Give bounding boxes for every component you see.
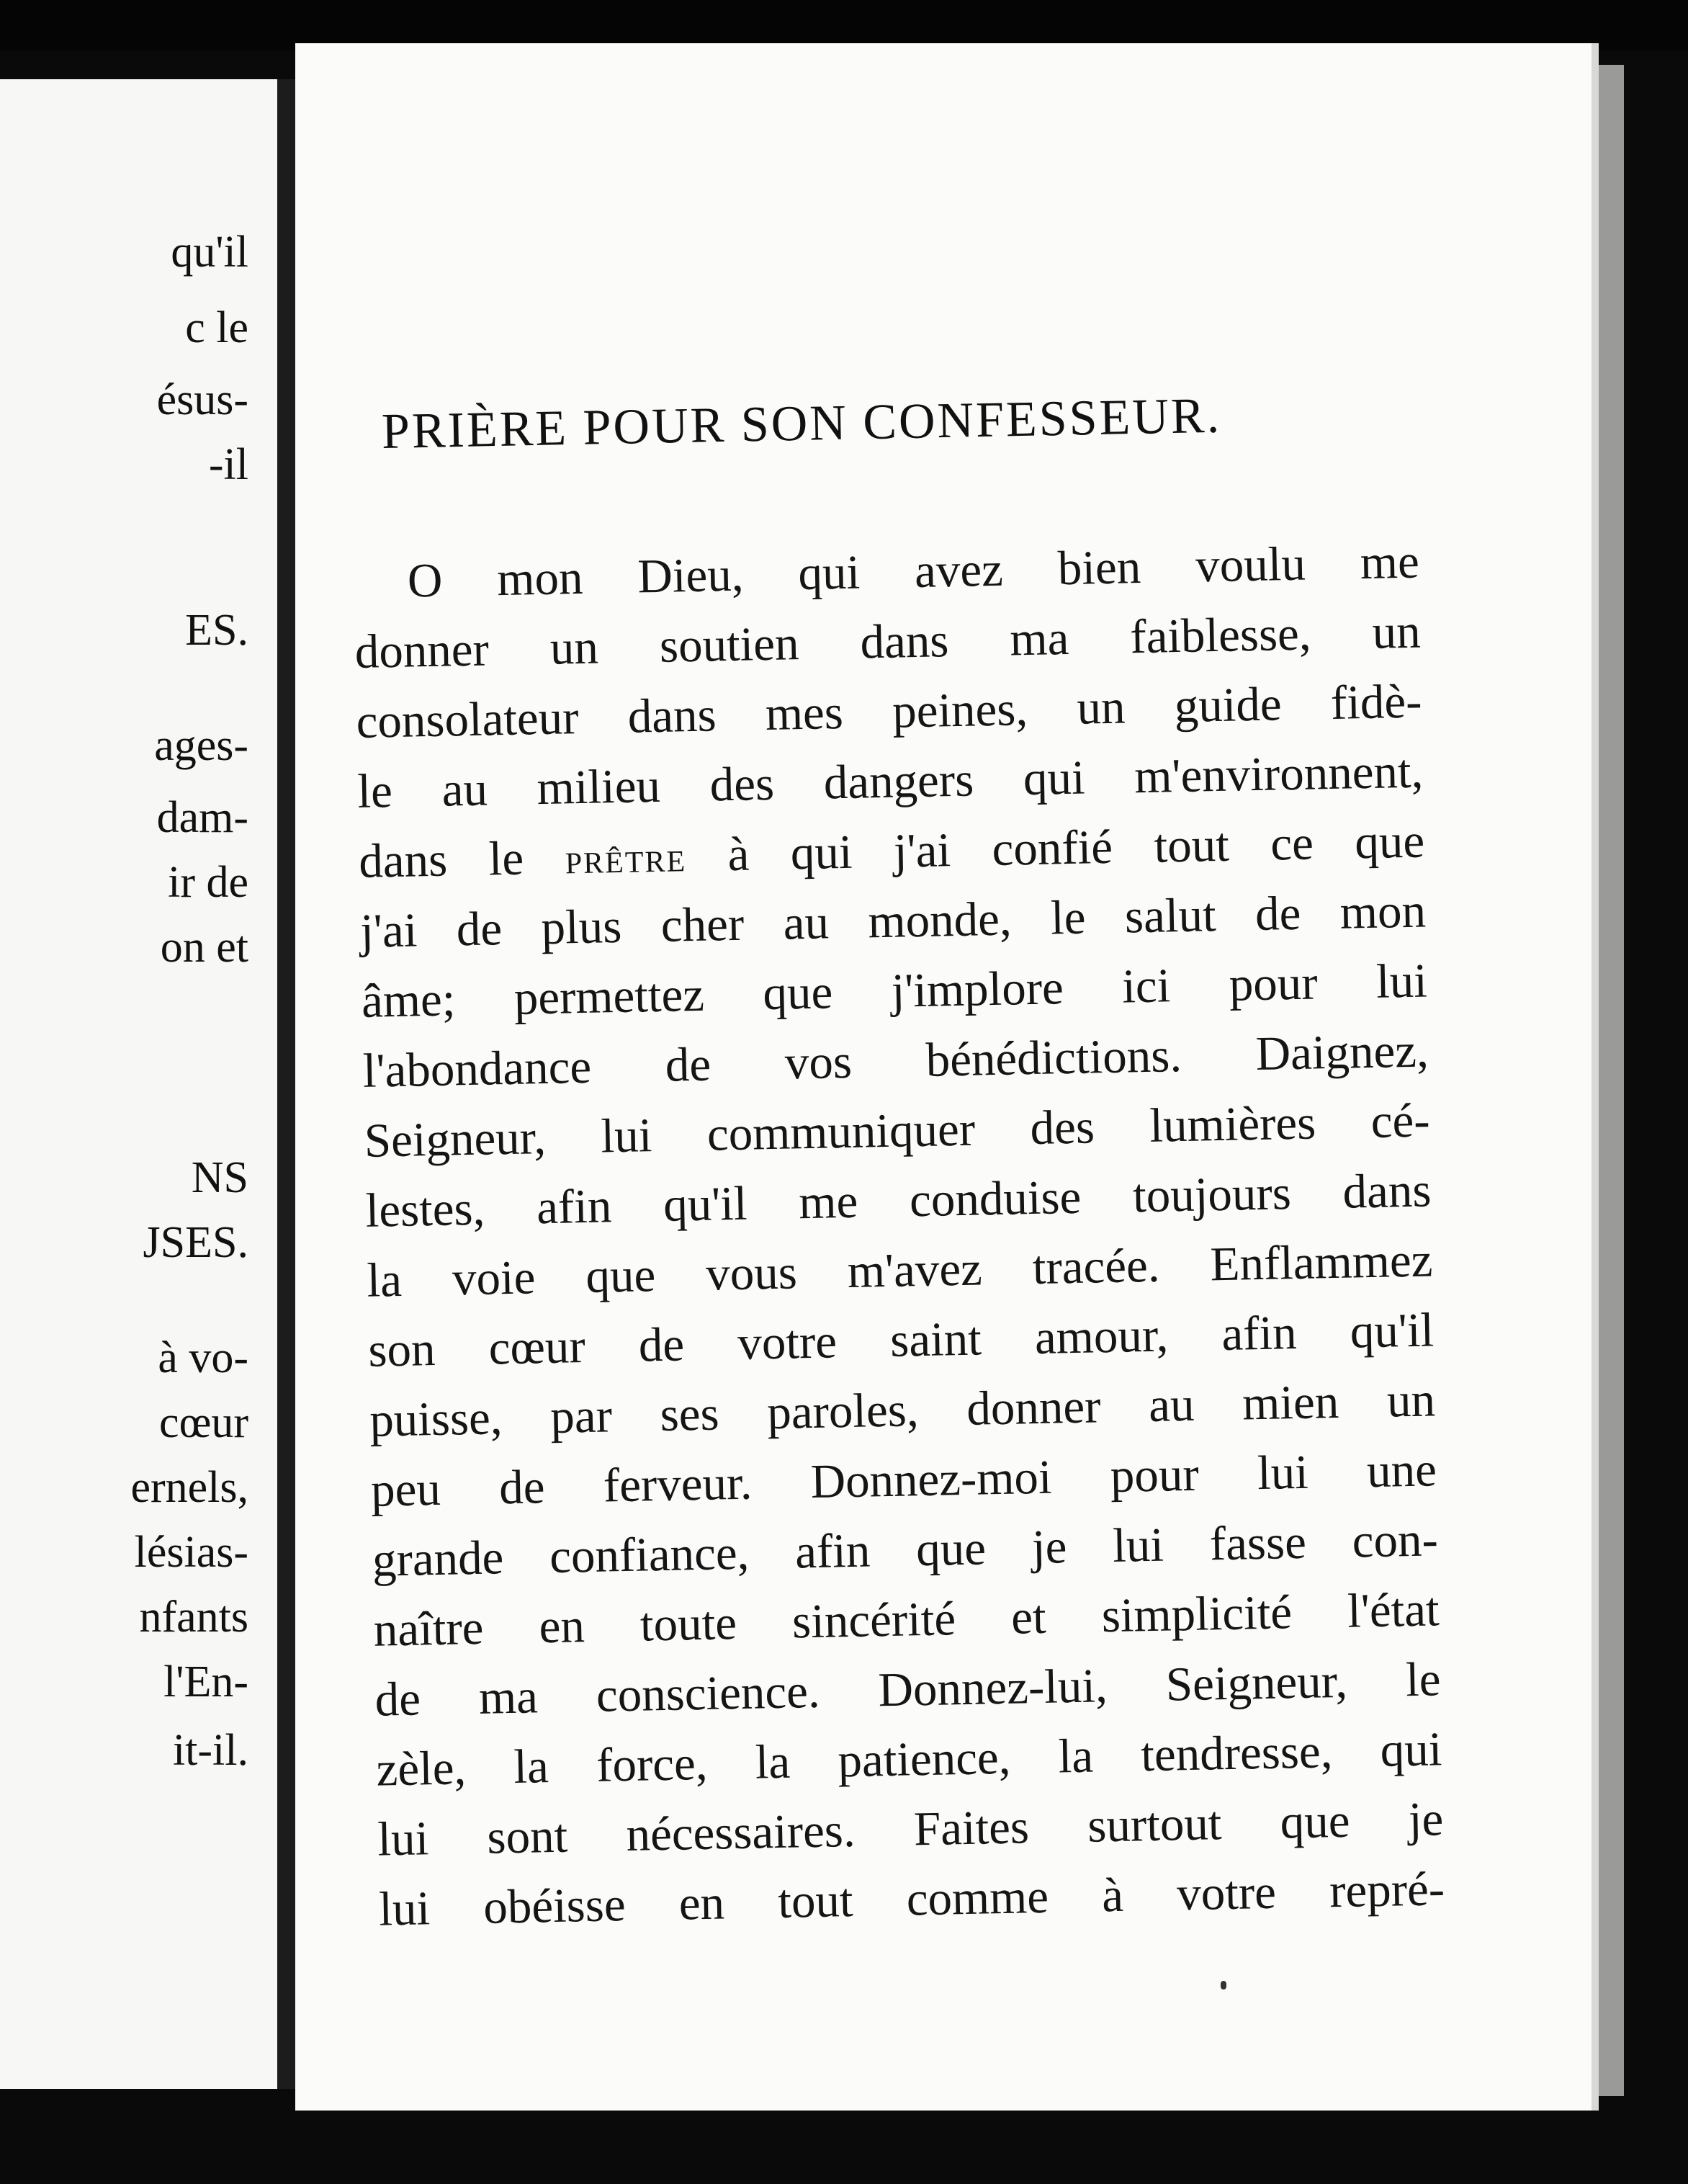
- left-page-line: ages-: [154, 721, 248, 770]
- ink-speck: [1221, 1981, 1226, 1990]
- text-line: dans le prêtre à qui j'ai confié tout ce que: [358, 814, 1425, 888]
- left-page-line: qu'il: [171, 228, 248, 277]
- text-line: lui obéisse en tout comme à votre repré-: [378, 1862, 1445, 1936]
- text-line: naître en toute sincérité et simplicité l'état: [373, 1583, 1440, 1657]
- text-line: lestes, afin qu'il me conduise toujours dans: [364, 1163, 1432, 1238]
- left-page-line: it-il.: [172, 1726, 248, 1775]
- text-line: puisse, par ses paroles, donner au mien un: [369, 1373, 1436, 1447]
- text-line: grande confiance, afin que je lui fasse con-: [372, 1513, 1439, 1587]
- text-line: de ma conscience. Donnez-lui, Seigneur, le: [374, 1652, 1442, 1727]
- page-title: PRIÈRE POUR SON CONFESSEUR.: [381, 388, 1222, 460]
- text-line: j'ai de plus cher au monde, le salut de mon: [359, 884, 1427, 958]
- text-line: lui sont nécessaires. Faites surtout que je: [377, 1792, 1444, 1866]
- left-page-line: à vo-: [158, 1333, 248, 1382]
- text-line: consolateur dans mes peines, un guide fidè-: [355, 674, 1423, 748]
- text-line: O mon Dieu, qui avez bien voulu me: [407, 534, 1420, 608]
- left-page-line: lésias-: [134, 1528, 248, 1577]
- left-page-line: nfants: [139, 1593, 248, 1642]
- text-line: âme; permettez que j'implore ici pour lui: [361, 954, 1428, 1028]
- prayer-text: [353, 527, 1445, 1945]
- text-line: donner un soutien dans ma faiblesse, un: [354, 604, 1422, 679]
- right-page: [295, 43, 1599, 2111]
- text-line: Seigneur, lui communiquer des lumières cé-: [364, 1093, 1431, 1168]
- left-page-line: dam-: [156, 793, 248, 842]
- left-facing-page: [0, 79, 282, 2089]
- text-line: l'abondance de vos bénédictions. Daignez,: [362, 1024, 1429, 1098]
- text-line: peu de ferveur. Donnez-moi pour lui une: [370, 1443, 1437, 1517]
- left-page-line: cœur: [159, 1398, 248, 1447]
- left-page-line: ésus-: [156, 375, 248, 424]
- left-page-line: c le: [185, 303, 248, 352]
- left-page-line: ES.: [185, 606, 248, 655]
- left-page-line: JSES.: [143, 1218, 248, 1267]
- text-line: le au milieu des dangers qui m'environnent,: [356, 744, 1424, 818]
- left-page-line: -il: [208, 440, 248, 489]
- left-page-line: NS: [191, 1153, 248, 1202]
- text-line: zèle, la force, la patience, la tendresse, qui: [375, 1722, 1443, 1796]
- text-line: la voie que vous m'avez tracée. Enflammez: [366, 1233, 1433, 1307]
- left-page-line: l'En-: [163, 1657, 248, 1706]
- left-page-line: on et: [160, 923, 248, 972]
- left-page-line: ernels,: [130, 1463, 248, 1512]
- left-page-line: ir de: [168, 858, 248, 907]
- text-line: son cœur de votre saint amour, afin qu'il: [367, 1303, 1435, 1377]
